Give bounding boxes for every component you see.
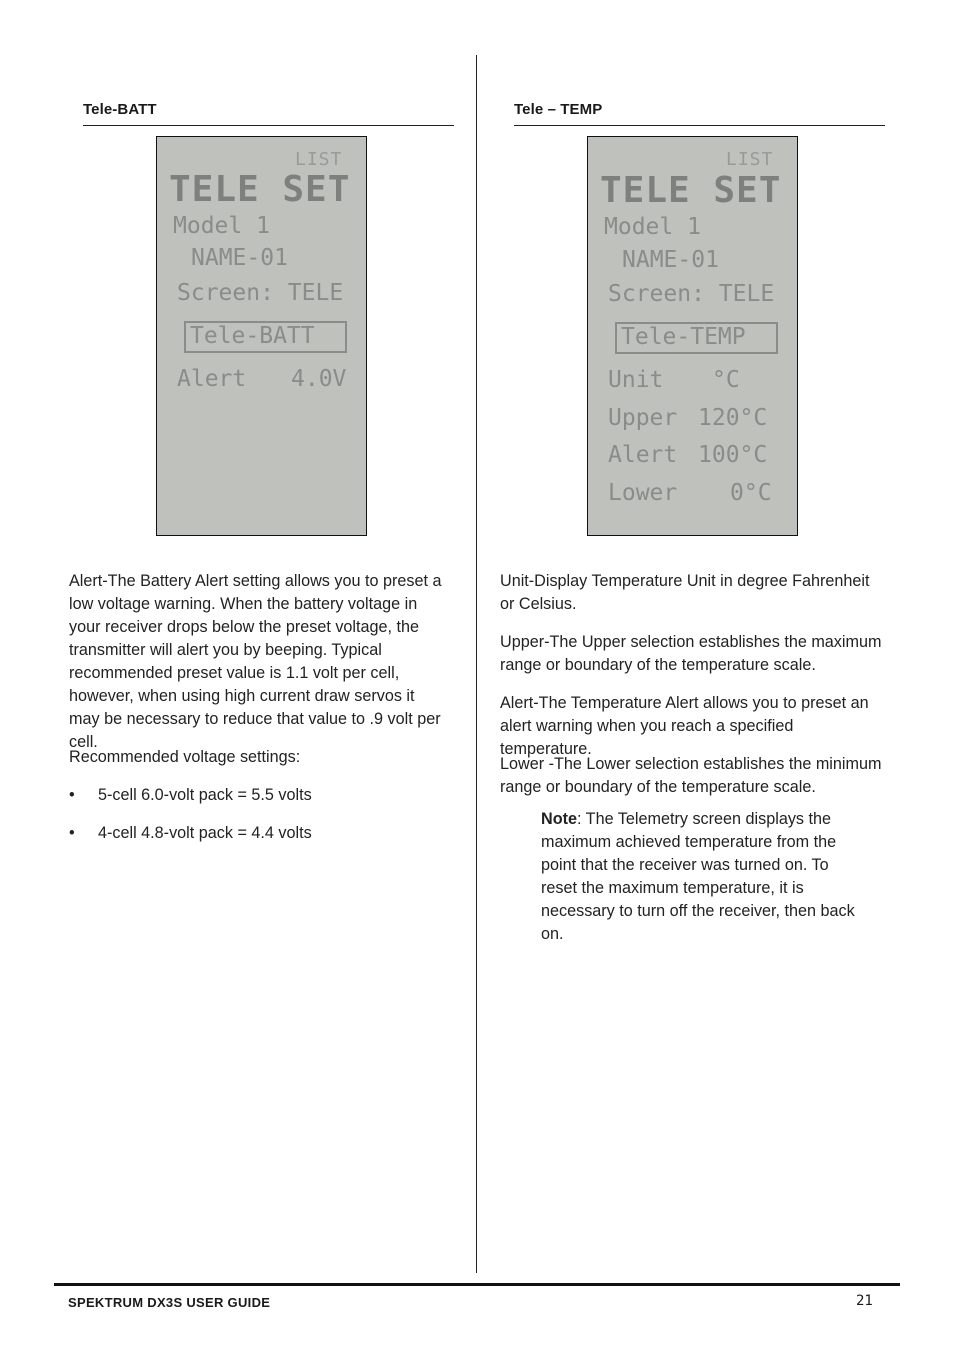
lcd-unit-value: °C — [712, 367, 740, 393]
battery-alert-text: Alert-The Battery Alert setting allows you to preset a low voltage warning. When the battery voltage in your receiver drops below the preset voltage, the transmitter will alert you by beeping. Typical recommended preset value is 1.1 volt per cell, however, when using high current draw servos it may be necessary to reduce that value to .9 volt per cell. — [69, 572, 442, 751]
note-paragraph — [541, 808, 863, 946]
lcd-alert-value: 100°C — [698, 442, 768, 468]
lcd-alert-label: Alert — [177, 366, 247, 392]
unit-text: Unit-Display Temperature Unit in degree Fahrenheit or Celsius. — [500, 572, 870, 613]
lcd-screen: Screen: TELE — [177, 280, 344, 306]
lcd-lower-value: 0°C — [730, 480, 772, 506]
lcd-screenshot-tele-batt — [156, 136, 367, 536]
lcd-selected-box: Tele-TEMP — [615, 322, 778, 354]
lcd-list-label: LIST — [726, 149, 774, 170]
bullet-text: 4-cell 4.8-volt pack = 4.4 volts — [98, 824, 312, 842]
section-heading-tele-temp: Tele – TEMP — [514, 101, 603, 118]
footer-title: SPEKTRUM DX3S USER GUIDE — [68, 1295, 271, 1310]
lcd-name: NAME-01 — [191, 245, 288, 271]
lcd-title: TELE SET — [600, 170, 782, 211]
bullet-icon: • — [69, 824, 75, 842]
unit-paragraph — [500, 570, 885, 616]
lcd-upper-label: Upper — [608, 405, 678, 431]
lcd-model: Model 1 — [173, 213, 270, 239]
note-text — [541, 808, 863, 946]
section-heading-tele-batt: Tele-BATT — [83, 101, 157, 118]
bullet-text: 5-cell 6.0-volt pack = 5.5 volts — [98, 786, 312, 804]
lower-paragraph — [500, 753, 885, 799]
alert-text: Alert-The Temperature Alert allows you to preset an alert warning when you reach a specified temperature. — [500, 694, 869, 758]
note-label: Note — [541, 810, 577, 828]
lcd-title: TELE SET — [169, 169, 351, 210]
lower-text: Lower -The Lower selection establishes the minimum range or boundary of the temperature scale. — [500, 755, 882, 796]
lcd-screenshot-tele-temp — [587, 136, 798, 536]
battery-alert-paragraph — [69, 570, 444, 754]
bullet-icon: • — [69, 786, 75, 804]
lcd-model: Model 1 — [604, 214, 701, 240]
recommended-heading — [69, 746, 444, 769]
note-body: : The Telemetry screen displays the maximum achieved temperature from the point that the receiver was turned on. To reset the maximum temperature, it is necessary to turn off the receiver, then back on. — [541, 810, 855, 943]
lcd-list-label: LIST — [295, 149, 343, 170]
lcd-lower-label: Lower — [608, 480, 678, 506]
upper-paragraph — [500, 631, 885, 677]
lcd-alert-label: Alert — [608, 442, 678, 468]
recommended-text: Recommended voltage settings: — [69, 748, 301, 766]
lcd-screen: Screen: TELE — [608, 281, 775, 307]
lcd-unit-label: Unit — [608, 367, 664, 393]
lcd-name: NAME-01 — [622, 247, 719, 273]
lcd-selected-box: Tele-BATT — [184, 321, 347, 353]
heading-rule — [514, 125, 885, 126]
alert-paragraph — [500, 692, 885, 761]
heading-rule — [83, 125, 454, 126]
column-divider — [476, 55, 477, 1273]
footer-rule — [54, 1283, 900, 1286]
upper-text: Upper-The Upper selection establishes the maximum range or boundary of the temperature scale. — [500, 633, 882, 674]
lcd-alert-value: 4.0V — [291, 366, 347, 392]
lcd-upper-value: 120°C — [698, 405, 768, 431]
page-number: 21 — [856, 1293, 873, 1309]
